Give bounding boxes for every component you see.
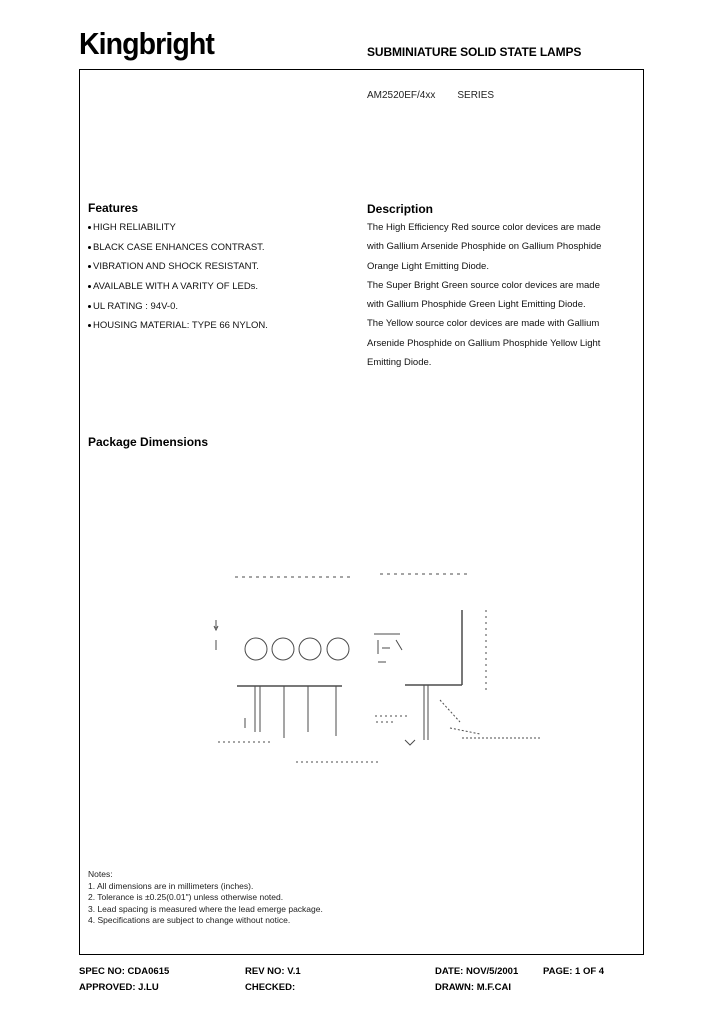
feature-item: BLACK CASE ENHANCES CONTRAST.: [88, 242, 268, 262]
features-heading: Features: [88, 201, 139, 215]
side-view-detail: [374, 634, 402, 662]
spec-number: SPEC NO: CDA0615: [79, 966, 170, 977]
description-line: The Super Bright Green source color devices are made: [367, 279, 600, 291]
dimension-arrow: [405, 740, 415, 745]
bullet-icon: [88, 285, 91, 288]
dimension-label-mark: [375, 716, 410, 722]
part-number: AM2520EF/4xx: [367, 90, 436, 101]
description-line: with Gallium Phosphide Green Light Emitting Diode.: [367, 299, 586, 311]
bullet-icon: [88, 265, 91, 268]
note-item: 4. Specifications are subject to change without notice.: [88, 915, 291, 925]
revision-number: REV NO: V.1: [245, 966, 301, 977]
description-line: Arsenide Phosphide on Gallium Phosphide Yellow Light: [367, 337, 601, 349]
description-heading: Description: [367, 202, 434, 216]
description-line: Orange Light Emitting Diode.: [367, 260, 489, 272]
package-dimensions-drawing: [200, 560, 560, 775]
series-label: SERIES: [457, 90, 495, 101]
description-text: [367, 222, 601, 376]
features-list: [88, 222, 268, 340]
led-lens: [245, 638, 267, 660]
page-number: PAGE: 1 OF 4: [543, 966, 605, 977]
note-item: 1. All dimensions are in millimeters (inches).: [88, 880, 254, 891]
feature-item: HOUSING MATERIAL: TYPE 66 NYLON.: [88, 320, 268, 340]
description-line: The High Efficiency Red source color devices are made: [367, 222, 601, 233]
feature-item: VIBRATION AND SHOCK RESISTANT.: [88, 261, 268, 281]
part-number-line: [367, 90, 494, 101]
notes-heading: Notes:: [88, 869, 113, 879]
date: DATE: NOV/5/2001: [435, 966, 519, 977]
bullet-icon: [88, 324, 91, 327]
document-title: SUBMINIATURE SOLID STATE LAMPS: [367, 45, 582, 59]
drawn-by: DRAWN: M.F.CAI: [435, 982, 511, 993]
description-line: Emitting Diode.: [367, 357, 432, 369]
notes-block: [88, 869, 323, 927]
kingbright-logo: Kingbright: [79, 26, 214, 61]
package-dimensions-heading: Package Dimensions: [88, 435, 209, 449]
checked-by: CHECKED:: [245, 982, 296, 993]
dimension-line: [440, 700, 542, 738]
led-lens: [299, 638, 321, 660]
feature-item: HIGH RELIABILITY: [88, 222, 268, 242]
note-item: 2. Tolerance is ±0.25(0.01") unless otherwise noted.: [88, 892, 284, 902]
description-line: The Yellow source color devices are made with Gallium: [367, 318, 600, 330]
dimension-mark: [214, 620, 218, 650]
led-lens: [327, 638, 349, 660]
bullet-icon: [88, 246, 91, 249]
content-frame: [79, 69, 644, 955]
bullet-icon: [88, 305, 91, 308]
description-line: with Gallium Arsenide Phosphide on Gallium Phosphide: [367, 241, 602, 253]
feature-item: UL RATING : 94V-0.: [88, 301, 268, 321]
note-item: 3. Lead spacing is measured where the lead emerge package.: [88, 903, 323, 914]
led-lens: [272, 638, 294, 660]
bullet-icon: [88, 226, 91, 229]
feature-item: AVAILABLE WITH A VARITY OF LEDs.: [88, 281, 268, 301]
approved-by: APPROVED: J.LU: [79, 982, 159, 993]
